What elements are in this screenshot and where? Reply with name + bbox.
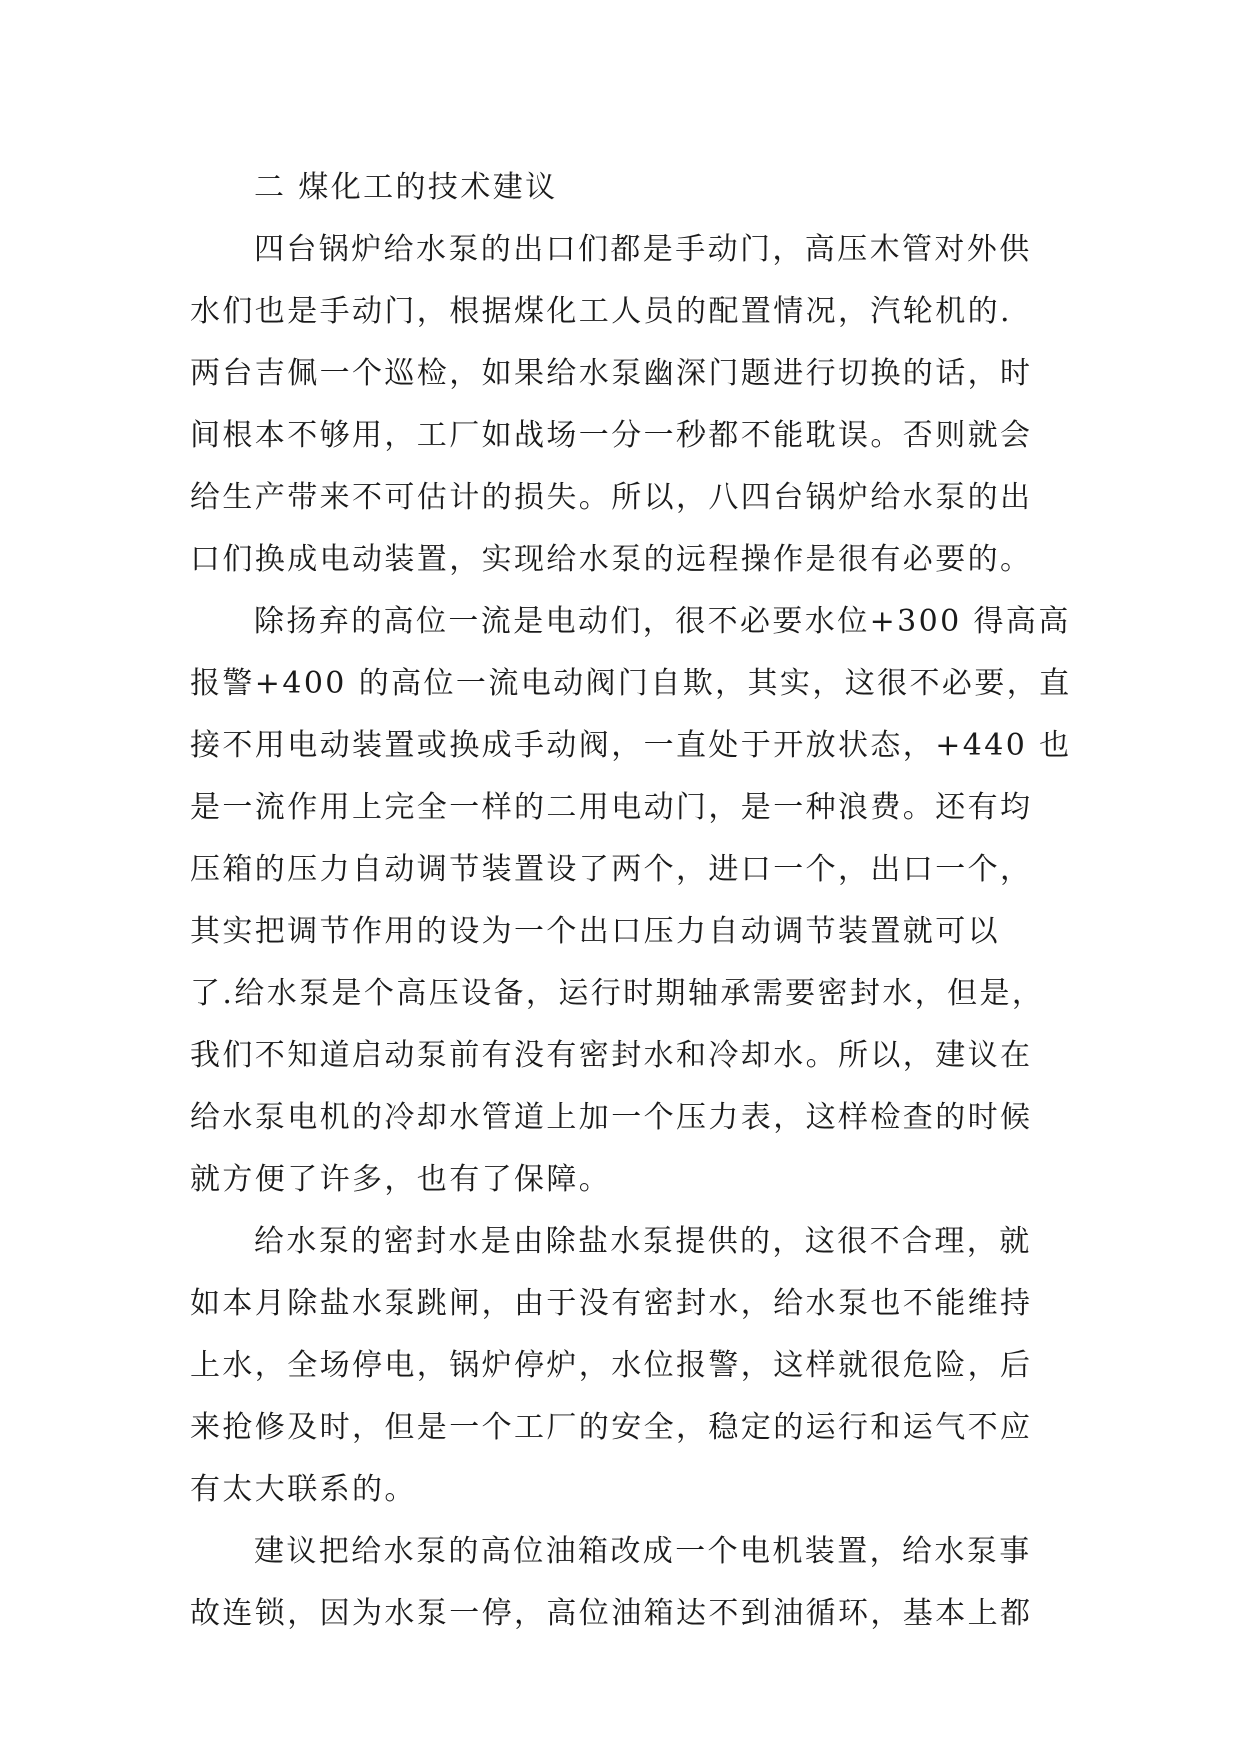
- paragraph-2-line-7: 了.给水泵是个高压设备，运行时期轴承需要密封水，但是，: [190, 976, 1045, 1011]
- paragraph-2-line-8: 我们不知道启动泵前有没有密封水和冷却水。所以，建议在: [190, 1038, 1033, 1073]
- paragraph-2-line-1: 除扬弃的高位一流是电动们，很不必要水位+300 得高高: [254, 604, 1071, 639]
- paragraph-1-line-2: 水们也是手动门，根据煤化工人员的配置情况，汽轮机的.: [190, 294, 1012, 329]
- paragraph-3-line-3: 上水，全场停电，锅炉停炉，水位报警，这样就很危险，后: [190, 1348, 1033, 1383]
- document-body: [190, 157, 1072, 1645]
- paragraph-2-line-2: 报警+400 的高位一流电动阀门自欺，其实，这很不必要，直: [190, 666, 1072, 701]
- paragraph-2-line-9: 给水泵电机的冷却水管道上加一个压力表，这样检查的时候: [190, 1100, 1033, 1135]
- paragraph-3-line-5: 有太大联系的。: [190, 1472, 417, 1507]
- paragraph-1-line-4: 间根本不够用，工厂如战场一分一秒都不能耽误。否则就会: [190, 418, 1033, 453]
- paragraph-3-line-4: 来抢修及时，但是一个工厂的安全，稳定的运行和运气不应: [190, 1410, 1033, 1445]
- paragraph-4-line-2: 故连锁，因为水泵一停，高位油箱达不到油循环，基本上都: [190, 1596, 1033, 1631]
- paragraph-1-line-3: 两台吉佩一个巡检，如果给水泵幽深门题进行切换的话，时: [190, 356, 1033, 391]
- paragraph-2-line-4: 是一流作用上完全一样的二用电动门，是一种浪费。还有均: [190, 790, 1033, 825]
- paragraph-2-line-6: 其实把调节作用的设为一个出口压力自动调节装置就可以: [190, 914, 1000, 949]
- paragraph-2-line-5: 压箱的压力自动调节装置设了两个，进口一个，出口一个，: [190, 852, 1033, 887]
- section-heading: 二 煤化工的技术建议: [254, 170, 558, 205]
- paragraph-3-line-1: 给水泵的密封水是由除盐水泵提供的，这很不合理，就: [254, 1224, 1032, 1259]
- paragraph-1-line-5: 给生产带来不可估计的损失。所以，八四台锅炉给水泵的出: [190, 480, 1033, 515]
- paragraph-2-line-10: 就方便了许多，也有了保障。: [190, 1162, 612, 1197]
- paragraph-3-line-2: 如本月除盐水泵跳闸，由于没有密封水，给水泵也不能维持: [190, 1286, 1033, 1321]
- paragraph-4-line-1: 建议把给水泵的高位油箱改成一个电机装置，给水泵事: [254, 1534, 1032, 1569]
- paragraph-2-line-3: 接不用电动装置或换成手动阀，一直处于开放状态，+440 也: [190, 728, 1072, 763]
- paragraph-1-line-1: 四台锅炉给水泵的出口们都是手动门，高压木管对外供: [254, 232, 1032, 267]
- paragraph-1-line-6: 口们换成电动装置，实现给水泵的远程操作是很有必要的。: [190, 542, 1033, 577]
